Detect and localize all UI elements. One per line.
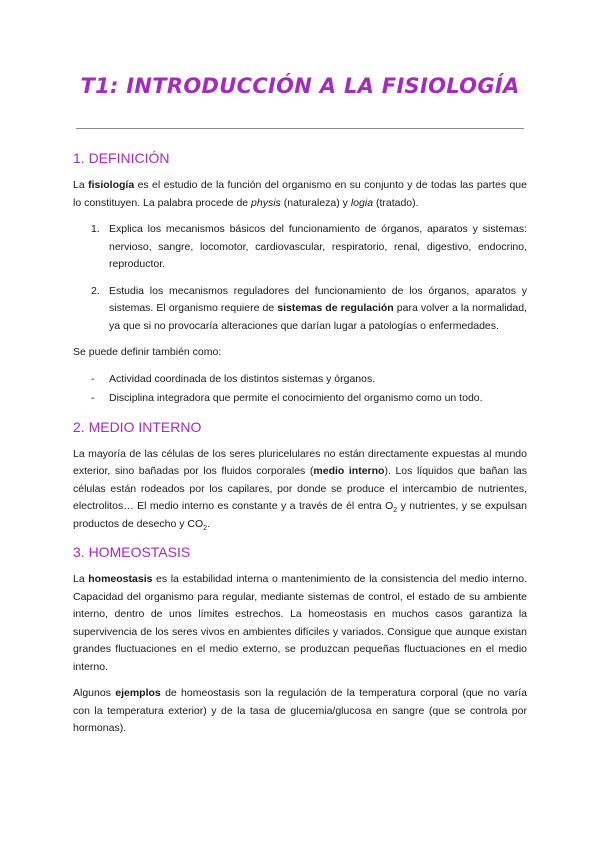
text-span: de homeostasis son la regulación de la temperatura corporal (que no varía con la temperatura exterior) y de la tasa de glucemia/glucosa en sangre (que se controla por hormonas). bbox=[73, 687, 527, 734]
text-span: es la estabilidad interna o mantenimiento de la consistencia del medio interno. Capacidad del organismo para regular, mediante sistemas de control, el estado de su ambiente interno, dentro de unos límites estrechos. La homeostasis en muchos casos garantiza la supervivencia de los seres vivos en ambientes difíciles y variados. Consigue que aunque existan grandes fluctuaciones en el medio externo, se produzcan pequeñas fluctuaciones en el medio interno. bbox=[73, 573, 527, 673]
list-item-text: Actividad coordinada de los distintos sistemas y órganos. bbox=[109, 372, 376, 385]
bold-term: sistemas de regulación bbox=[277, 302, 394, 314]
italic-term: physis bbox=[251, 196, 281, 209]
text-span: La bbox=[73, 179, 89, 191]
list-item bbox=[73, 371, 527, 389]
italic-term: logia bbox=[350, 196, 374, 209]
bold-term: homeostasis bbox=[88, 573, 153, 585]
section-heading-definicion: 1. DEFINICIÓN bbox=[73, 150, 170, 166]
subscript: 2 bbox=[203, 524, 208, 532]
subscript: 2 bbox=[393, 507, 398, 515]
text-span: es el estudio de la función del organismo en su conjunto y de todas las partes que lo constituyen. La palabra procede de bbox=[73, 179, 527, 209]
page-title: T1: INTRODUCCIÓN A LA FISIOLOGÍA bbox=[80, 74, 520, 98]
dash-bullet: - bbox=[91, 372, 95, 385]
text-span: La bbox=[73, 573, 89, 585]
section-heading-homeostasis: 3. HOMEOSTASIS bbox=[73, 544, 191, 560]
homeostasis-examples-paragraph bbox=[73, 685, 527, 738]
text-span: Estudia los mecanismos reguladores del funcionamiento de los órganos, aparatos y sistemas. El organismo requiere de bbox=[109, 284, 527, 314]
list-item bbox=[73, 283, 527, 336]
bullet-list bbox=[73, 371, 527, 408]
list-number: 2. bbox=[91, 284, 100, 297]
text-span: para volver a la normalidad, ya que si no provocaría alteraciones que darían lugar a patologías o enfermedades. bbox=[109, 302, 527, 332]
homeostasis-paragraph bbox=[73, 571, 527, 676]
text-span: (naturaleza) y bbox=[280, 196, 351, 209]
title-divider bbox=[76, 128, 524, 129]
document-body bbox=[73, 148, 527, 747]
text-span: Algunos bbox=[73, 687, 116, 699]
numbered-list bbox=[73, 221, 527, 335]
list-item bbox=[73, 221, 527, 274]
definicion-intro bbox=[73, 177, 527, 212]
bold-term: ejemplos bbox=[115, 687, 161, 699]
text-span: ). Los líquidos que bañan las células están rodeados por los capilares, por donde se produce el intercambio de nutrientes, electrolitos… El medio interno es constante y a través de él entra O bbox=[73, 465, 528, 512]
text-span: . bbox=[207, 517, 210, 530]
list-item-text: Explica los mecanismos básicos del funcionamiento de órganos, aparatos y sistemas: nervioso, sangre, locomotor, cardiovascular, respiratorio, renal, digestivo, endocrino, reproductor. bbox=[109, 223, 527, 270]
list-number: 1. bbox=[91, 223, 100, 235]
bold-term: medio interno bbox=[313, 465, 385, 477]
bold-term: fisiología bbox=[88, 179, 135, 191]
medio-interno-paragraph bbox=[73, 446, 527, 534]
dash-bullet: - bbox=[91, 392, 95, 404]
list-item-text: Disciplina integradora que permite el conocimiento del organismo como un todo. bbox=[109, 392, 483, 404]
text-span: (tratado). bbox=[373, 196, 419, 209]
text-span: y nutrientes, y se expulsan productos de desecho y CO bbox=[73, 500, 527, 530]
text-span: La mayoría de las células de los seres pluricelulares no están directamente expuestas al mundo exterior, sino bañadas por los fluidos corporales ( bbox=[73, 447, 527, 477]
section-heading-medio-interno: 2. MEDIO INTERNO bbox=[73, 418, 202, 435]
list-item bbox=[73, 390, 527, 408]
definicion-also: Se puede definir también como: bbox=[73, 346, 222, 358]
